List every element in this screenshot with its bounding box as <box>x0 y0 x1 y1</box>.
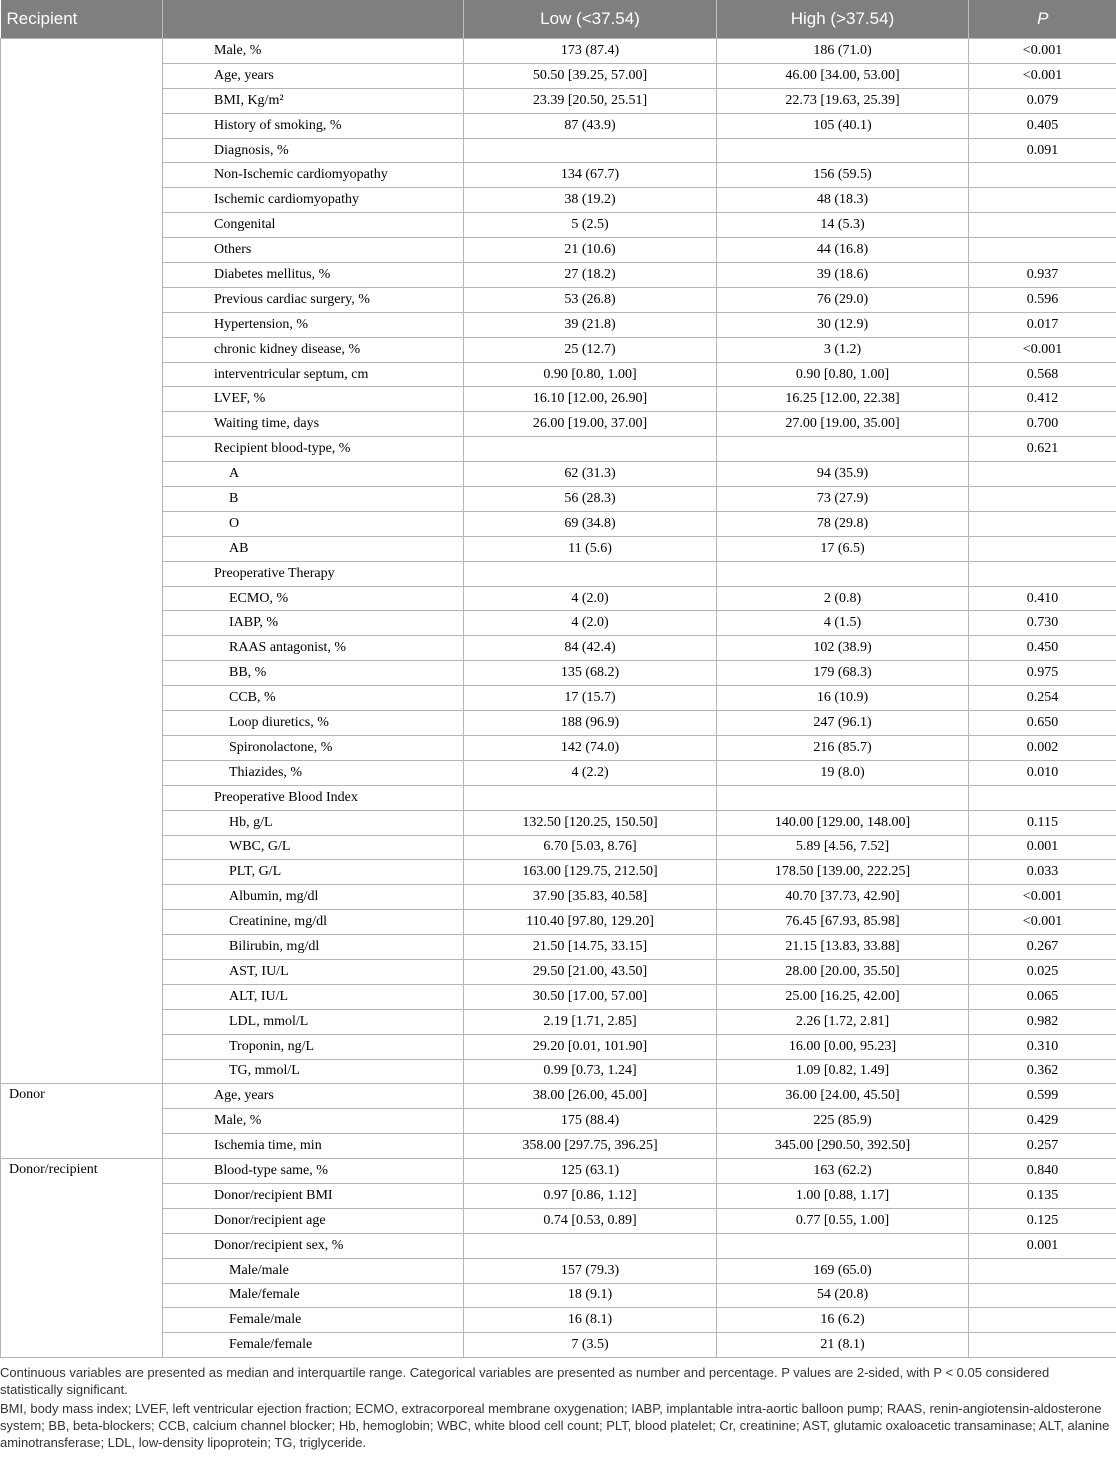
high-value-cell: 36.00 [24.00, 45.50] <box>717 1084 969 1109</box>
high-value-cell: 94 (35.9) <box>717 462 969 487</box>
variable-cell: Donor/recipient age <box>163 1208 464 1233</box>
p-value-cell: 0.257 <box>969 1134 1116 1159</box>
p-value-cell <box>969 163 1116 188</box>
table-row <box>1 984 1116 1009</box>
p-value-cell: 0.001 <box>969 835 1116 860</box>
high-value-cell: 140.00 [129.00, 148.00] <box>717 810 969 835</box>
high-value-cell: 73 (27.9) <box>717 487 969 512</box>
low-value-cell: 38.00 [26.00, 45.00] <box>464 1084 717 1109</box>
low-value-cell: 17 (15.7) <box>464 686 717 711</box>
variable-cell: TG, mmol/L <box>163 1059 464 1084</box>
p-value-cell <box>969 213 1116 238</box>
p-value-cell: <0.001 <box>969 63 1116 88</box>
low-value-cell: 50.50 [39.25, 57.00] <box>464 63 717 88</box>
high-value-cell: 105 (40.1) <box>717 113 969 138</box>
variable-cell: LDL, mmol/L <box>163 1009 464 1034</box>
table-row <box>1 1283 1116 1308</box>
p-value-cell: 0.125 <box>969 1208 1116 1233</box>
p-value-cell: 0.001 <box>969 1233 1116 1258</box>
p-value-cell <box>969 487 1116 512</box>
variable-cell: History of smoking, % <box>163 113 464 138</box>
variable-cell: AB <box>163 536 464 561</box>
variable-cell: Ischemia time, min <box>163 1134 464 1159</box>
low-value-cell: 134 (67.7) <box>464 163 717 188</box>
variable-cell: Male/female <box>163 1283 464 1308</box>
p-value-cell: <0.001 <box>969 910 1116 935</box>
table-row <box>1 1233 1116 1258</box>
low-value-cell: 27 (18.2) <box>464 263 717 288</box>
variable-cell: Age, years <box>163 63 464 88</box>
group-label: Donor <box>1 1084 163 1159</box>
variable-cell: Waiting time, days <box>163 412 464 437</box>
table-body <box>1 39 1116 1358</box>
variable-cell: Male/male <box>163 1258 464 1283</box>
high-value-cell: 225 (85.9) <box>717 1109 969 1134</box>
low-value-cell: 7 (3.5) <box>464 1333 717 1358</box>
table-row <box>1 387 1116 412</box>
high-value-cell: 163 (62.2) <box>717 1159 969 1184</box>
table-row <box>1 1059 1116 1084</box>
high-value-cell: 48 (18.3) <box>717 188 969 213</box>
table-row <box>1 1134 1116 1159</box>
table-row <box>1 1009 1116 1034</box>
low-value-cell: 4 (2.2) <box>464 760 717 785</box>
table-row <box>1 810 1116 835</box>
low-value-cell: 37.90 [35.83, 40.58] <box>464 885 717 910</box>
footnotes <box>0 1364 1110 1453</box>
variable-cell: IABP, % <box>163 611 464 636</box>
low-value-cell: 175 (88.4) <box>464 1109 717 1134</box>
low-value-cell: 110.40 [97.80, 129.20] <box>464 910 717 935</box>
table-row <box>1 188 1116 213</box>
low-value-cell: 16.10 [12.00, 26.90] <box>464 387 717 412</box>
group-label <box>1 39 163 1084</box>
high-value-cell: 102 (38.9) <box>717 636 969 661</box>
low-value-cell: 173 (87.4) <box>464 39 717 64</box>
p-value-cell <box>969 785 1116 810</box>
header-low: Low (<37.54) <box>464 0 717 39</box>
p-value-cell: 0.310 <box>969 1034 1116 1059</box>
p-value-cell: 0.115 <box>969 810 1116 835</box>
high-value-cell: 76.45 [67.93, 85.98] <box>717 910 969 935</box>
low-value-cell: 62 (31.3) <box>464 462 717 487</box>
table-row <box>1 1084 1116 1109</box>
table-row <box>1 860 1116 885</box>
high-value-cell: 1.09 [0.82, 1.49] <box>717 1059 969 1084</box>
p-value-cell: 0.025 <box>969 959 1116 984</box>
high-value-cell <box>717 437 969 462</box>
high-value-cell: 16.00 [0.00, 95.23] <box>717 1034 969 1059</box>
variable-cell: Diagnosis, % <box>163 138 464 163</box>
low-value-cell: 0.99 [0.73, 1.24] <box>464 1059 717 1084</box>
table-row <box>1 1034 1116 1059</box>
low-value-cell: 132.50 [120.25, 150.50] <box>464 810 717 835</box>
p-value-cell: 0.621 <box>969 437 1116 462</box>
high-value-cell: 30 (12.9) <box>717 312 969 337</box>
low-value-cell: 23.39 [20.50, 25.51] <box>464 88 717 113</box>
high-value-cell: 186 (71.0) <box>717 39 969 64</box>
variable-cell: Loop diuretics, % <box>163 711 464 736</box>
table-header-row <box>1 0 1116 39</box>
low-value-cell: 26.00 [19.00, 37.00] <box>464 412 717 437</box>
low-value-cell <box>464 138 717 163</box>
p-value-cell <box>969 462 1116 487</box>
low-value-cell: 38 (19.2) <box>464 188 717 213</box>
table-row <box>1 88 1116 113</box>
high-value-cell: 216 (85.7) <box>717 735 969 760</box>
low-value-cell: 39 (21.8) <box>464 312 717 337</box>
variable-cell: Blood-type same, % <box>163 1159 464 1184</box>
header-group: Recipient <box>1 0 163 39</box>
high-value-cell: 27.00 [19.00, 35.00] <box>717 412 969 437</box>
table-row <box>1 561 1116 586</box>
p-value-cell: 0.568 <box>969 362 1116 387</box>
low-value-cell: 5 (2.5) <box>464 213 717 238</box>
low-value-cell: 84 (42.4) <box>464 636 717 661</box>
variable-cell: Hypertension, % <box>163 312 464 337</box>
high-value-cell <box>717 138 969 163</box>
low-value-cell: 21 (10.6) <box>464 238 717 263</box>
low-value-cell: 0.74 [0.53, 0.89] <box>464 1208 717 1233</box>
group-label: Donor/recipient <box>1 1159 163 1358</box>
high-value-cell: 345.00 [290.50, 392.50] <box>717 1134 969 1159</box>
high-value-cell: 3 (1.2) <box>717 337 969 362</box>
variable-cell: Troponin, ng/L <box>163 1034 464 1059</box>
variable-cell: A <box>163 462 464 487</box>
p-value-cell: 0.065 <box>969 984 1116 1009</box>
table-row <box>1 312 1116 337</box>
variable-cell: Male, % <box>163 1109 464 1134</box>
variable-cell: Male, % <box>163 39 464 64</box>
low-value-cell: 4 (2.0) <box>464 611 717 636</box>
low-value-cell: 6.70 [5.03, 8.76] <box>464 835 717 860</box>
low-value-cell <box>464 437 717 462</box>
low-value-cell: 11 (5.6) <box>464 536 717 561</box>
high-value-cell: 4 (1.5) <box>717 611 969 636</box>
p-value-cell <box>969 238 1116 263</box>
table-row <box>1 835 1116 860</box>
low-value-cell: 56 (28.3) <box>464 487 717 512</box>
p-value-cell <box>969 188 1116 213</box>
high-value-cell: 17 (6.5) <box>717 536 969 561</box>
high-value-cell: 16 (6.2) <box>717 1308 969 1333</box>
high-value-cell: 247 (96.1) <box>717 711 969 736</box>
p-value-cell: 0.982 <box>969 1009 1116 1034</box>
low-value-cell: 157 (79.3) <box>464 1258 717 1283</box>
p-value-cell <box>969 1333 1116 1358</box>
table-row <box>1 586 1116 611</box>
variable-cell: Others <box>163 238 464 263</box>
variable-cell: CCB, % <box>163 686 464 711</box>
high-value-cell <box>717 561 969 586</box>
low-value-cell: 29.20 [0.01, 101.90] <box>464 1034 717 1059</box>
header-high: High (>37.54) <box>717 0 969 39</box>
p-value-cell: 0.650 <box>969 711 1116 736</box>
high-value-cell: 21 (8.1) <box>717 1333 969 1358</box>
p-value-cell: 0.267 <box>969 935 1116 960</box>
low-value-cell: 163.00 [129.75, 212.50] <box>464 860 717 885</box>
table-row <box>1 462 1116 487</box>
p-value-cell: 0.599 <box>969 1084 1116 1109</box>
table-row <box>1 711 1116 736</box>
table-row <box>1 1308 1116 1333</box>
variable-cell: Ischemic cardiomyopathy <box>163 188 464 213</box>
high-value-cell: 156 (59.5) <box>717 163 969 188</box>
table-row <box>1 1258 1116 1283</box>
p-value-cell: 0.937 <box>969 263 1116 288</box>
variable-cell: Female/female <box>163 1333 464 1358</box>
low-value-cell: 21.50 [14.75, 33.15] <box>464 935 717 960</box>
table-row <box>1 611 1116 636</box>
variable-cell: Previous cardiac surgery, % <box>163 287 464 312</box>
high-value-cell: 21.15 [13.83, 33.88] <box>717 935 969 960</box>
high-value-cell: 16 (10.9) <box>717 686 969 711</box>
table-row <box>1 138 1116 163</box>
table-row <box>1 636 1116 661</box>
table-row <box>1 437 1116 462</box>
low-value-cell: 142 (74.0) <box>464 735 717 760</box>
table-row <box>1 885 1116 910</box>
table-row <box>1 661 1116 686</box>
p-value-cell: 0.362 <box>969 1059 1116 1084</box>
footnote-methods: Continuous variables are presented as median and interquartile range. Categorical variables are presented as number and percentage. P values are 2-sided, with P < 0.05 considered statistically significant. <box>0 1365 1050 1397</box>
p-value-cell: 0.450 <box>969 636 1116 661</box>
table-row <box>1 287 1116 312</box>
variable-cell: Recipient blood-type, % <box>163 437 464 462</box>
high-value-cell: 2 (0.8) <box>717 586 969 611</box>
p-value-cell: 0.596 <box>969 287 1116 312</box>
p-value-cell: 0.412 <box>969 387 1116 412</box>
table-row <box>1 1159 1116 1184</box>
p-value-cell: 0.429 <box>969 1109 1116 1134</box>
p-value-cell <box>969 536 1116 561</box>
table-row <box>1 362 1116 387</box>
variable-cell: Diabetes mellitus, % <box>163 263 464 288</box>
high-value-cell: 40.70 [37.73, 42.90] <box>717 885 969 910</box>
low-value-cell: 30.50 [17.00, 57.00] <box>464 984 717 1009</box>
variable-cell: Bilirubin, mg/dl <box>163 935 464 960</box>
high-value-cell: 5.89 [4.56, 7.52] <box>717 835 969 860</box>
low-value-cell: 2.19 [1.71, 2.85] <box>464 1009 717 1034</box>
table-row <box>1 337 1116 362</box>
low-value-cell: 16 (8.1) <box>464 1308 717 1333</box>
table-row <box>1 263 1116 288</box>
table-row <box>1 1109 1116 1134</box>
high-value-cell: 179 (68.3) <box>717 661 969 686</box>
p-value-cell: <0.001 <box>969 39 1116 64</box>
p-value-cell: 0.840 <box>969 1159 1116 1184</box>
p-value-cell: <0.001 <box>969 337 1116 362</box>
table-row <box>1 487 1116 512</box>
high-value-cell <box>717 785 969 810</box>
variable-cell: PLT, G/L <box>163 860 464 885</box>
low-value-cell: 87 (43.9) <box>464 113 717 138</box>
p-value-cell: 0.410 <box>969 586 1116 611</box>
low-value-cell: 0.97 [0.86, 1.12] <box>464 1183 717 1208</box>
header-variable <box>163 0 464 39</box>
variable-cell: BB, % <box>163 661 464 686</box>
table-row <box>1 39 1116 64</box>
table-row <box>1 1333 1116 1358</box>
table-row <box>1 785 1116 810</box>
variable-cell: O <box>163 511 464 536</box>
variable-cell: interventricular septum, cm <box>163 362 464 387</box>
high-value-cell: 76 (29.0) <box>717 287 969 312</box>
table-row <box>1 959 1116 984</box>
high-value-cell: 169 (65.0) <box>717 1258 969 1283</box>
p-value-cell: 0.700 <box>969 412 1116 437</box>
variable-cell: Preoperative Therapy <box>163 561 464 586</box>
table-row <box>1 935 1116 960</box>
low-value-cell: 4 (2.0) <box>464 586 717 611</box>
low-value-cell: 188 (96.9) <box>464 711 717 736</box>
low-value-cell: 0.90 [0.80, 1.00] <box>464 362 717 387</box>
p-value-cell: 0.091 <box>969 138 1116 163</box>
high-value-cell: 0.90 [0.80, 1.00] <box>717 362 969 387</box>
variable-cell: Thiazides, % <box>163 760 464 785</box>
high-value-cell: 39 (18.6) <box>717 263 969 288</box>
variable-cell: LVEF, % <box>163 387 464 412</box>
variable-cell: Creatinine, mg/dl <box>163 910 464 935</box>
p-value-cell: 0.079 <box>969 88 1116 113</box>
p-value-cell <box>969 1258 1116 1283</box>
high-value-cell: 1.00 [0.88, 1.17] <box>717 1183 969 1208</box>
p-value-cell: 0.017 <box>969 312 1116 337</box>
table-row <box>1 1183 1116 1208</box>
p-value-cell <box>969 511 1116 536</box>
p-value-cell <box>969 1283 1116 1308</box>
table-row <box>1 910 1116 935</box>
high-value-cell: 25.00 [16.25, 42.00] <box>717 984 969 1009</box>
high-value-cell: 22.73 [19.63, 25.39] <box>717 88 969 113</box>
table-row <box>1 412 1116 437</box>
low-value-cell: 69 (34.8) <box>464 511 717 536</box>
low-value-cell <box>464 1233 717 1258</box>
table-row <box>1 63 1116 88</box>
p-value-cell: 0.135 <box>969 1183 1116 1208</box>
p-value-cell: 0.254 <box>969 686 1116 711</box>
variable-cell: ALT, IU/L <box>163 984 464 1009</box>
variable-cell: Preoperative Blood Index <box>163 785 464 810</box>
variable-cell: WBC, G/L <box>163 835 464 860</box>
variable-cell: AST, IU/L <box>163 959 464 984</box>
table-row <box>1 760 1116 785</box>
variable-cell: Non-Ischemic cardiomyopathy <box>163 163 464 188</box>
table-row <box>1 511 1116 536</box>
variable-cell: RAAS antagonist, % <box>163 636 464 661</box>
p-value-cell <box>969 1308 1116 1333</box>
low-value-cell <box>464 561 717 586</box>
high-value-cell: 178.50 [139.00, 222.25] <box>717 860 969 885</box>
variable-cell: Spironolactone, % <box>163 735 464 760</box>
high-value-cell: 44 (16.8) <box>717 238 969 263</box>
high-value-cell: 19 (8.0) <box>717 760 969 785</box>
high-value-cell: 28.00 [20.00, 35.50] <box>717 959 969 984</box>
table-row <box>1 238 1116 263</box>
variable-cell: Hb, g/L <box>163 810 464 835</box>
variable-cell: Donor/recipient BMI <box>163 1183 464 1208</box>
p-value-cell: <0.001 <box>969 885 1116 910</box>
variable-cell: ECMO, % <box>163 586 464 611</box>
low-value-cell: 358.00 [297.75, 396.25] <box>464 1134 717 1159</box>
high-value-cell: 54 (20.8) <box>717 1283 969 1308</box>
high-value-cell: 2.26 [1.72, 2.81] <box>717 1009 969 1034</box>
variable-cell: BMI, Kg/m² <box>163 88 464 113</box>
low-value-cell: 135 (68.2) <box>464 661 717 686</box>
low-value-cell: 53 (26.8) <box>464 287 717 312</box>
variable-cell: Albumin, mg/dl <box>163 885 464 910</box>
table-row <box>1 163 1116 188</box>
low-value-cell: 29.50 [21.00, 43.50] <box>464 959 717 984</box>
variable-cell: Female/male <box>163 1308 464 1333</box>
p-value-cell <box>969 561 1116 586</box>
high-value-cell: 46.00 [34.00, 53.00] <box>717 63 969 88</box>
table-row <box>1 686 1116 711</box>
variable-cell: B <box>163 487 464 512</box>
variable-cell: Donor/recipient sex, % <box>163 1233 464 1258</box>
high-value-cell <box>717 1233 969 1258</box>
high-value-cell: 0.77 [0.55, 1.00] <box>717 1208 969 1233</box>
p-value-cell: 0.010 <box>969 760 1116 785</box>
table-row <box>1 1208 1116 1233</box>
p-value-cell: 0.033 <box>969 860 1116 885</box>
high-value-cell: 78 (29.8) <box>717 511 969 536</box>
table-row <box>1 113 1116 138</box>
p-value-cell: 0.975 <box>969 661 1116 686</box>
low-value-cell: 125 (63.1) <box>464 1159 717 1184</box>
variable-cell: Congenital <box>163 213 464 238</box>
low-value-cell: 25 (12.7) <box>464 337 717 362</box>
footnote-abbreviations: BMI, body mass index; LVEF, left ventricular ejection fraction; ECMO, extracorporeal membrane oxygenation; IABP, implantable intra-aortic balloon pump; RAAS, renin-angiotensin-aldosterone system; BB, beta-blockers; CCB, calcium channel blocker; Hb, hemoglobin; WBC, white blood cell count; PLT, blood platelet; Cr, creatinine; AST, glutamic oxaloacetic transaminase; ALT, alanine aminotransferase; LDL, low-density lipoprotein; TG, triglyceride. <box>0 1401 1110 1450</box>
p-value-cell: 0.002 <box>969 735 1116 760</box>
variable-cell: Age, years <box>163 1084 464 1109</box>
high-value-cell: 14 (5.3) <box>717 213 969 238</box>
low-value-cell: 18 (9.1) <box>464 1283 717 1308</box>
table-row <box>1 213 1116 238</box>
variable-cell: chronic kidney disease, % <box>163 337 464 362</box>
low-value-cell <box>464 785 717 810</box>
table-row <box>1 536 1116 561</box>
header-p: P <box>969 0 1116 39</box>
p-value-cell: 0.730 <box>969 611 1116 636</box>
high-value-cell: 16.25 [12.00, 22.38] <box>717 387 969 412</box>
p-value-cell: 0.405 <box>969 113 1116 138</box>
table-row <box>1 735 1116 760</box>
